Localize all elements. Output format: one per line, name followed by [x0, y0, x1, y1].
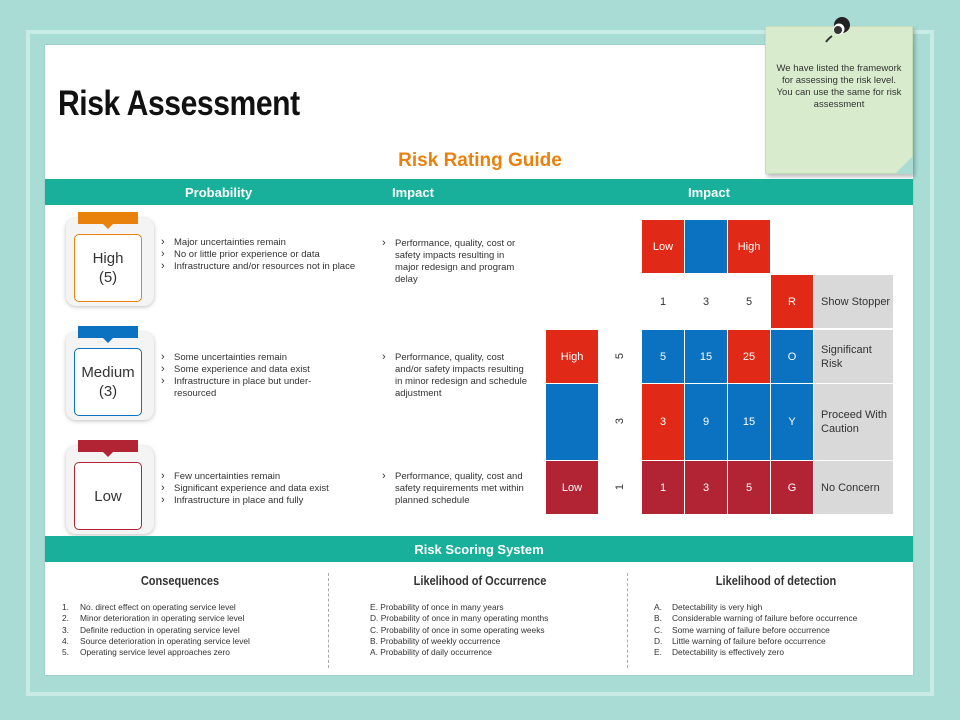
matrix-cell: 15 [684, 329, 728, 384]
matrix-row-label: 3 [614, 417, 626, 425]
consequences-list [62, 602, 324, 658]
matrix-desc-r: Show Stopper [813, 274, 894, 329]
column-divider [328, 573, 329, 668]
matrix-cell: 5 [641, 329, 685, 384]
list-item: D. Little warning of failure before occurrence [654, 635, 826, 646]
list-item: E. Probability of once in many years [370, 602, 504, 612]
scoring-band [45, 536, 913, 562]
badge-tab-pointer [103, 224, 113, 229]
impact-matrix-header: Impact [688, 185, 730, 200]
list-item: › Infrastructure in place and fully [160, 495, 360, 507]
detection-header: Likelihood of detection [715, 574, 837, 588]
badge-tab [78, 326, 138, 338]
list-item: A. Probability of daily occurrence [370, 647, 492, 658]
list-item: › Performance, quality, cost and/or safety impacts resulting in minor redesign and schedule adjustment [381, 352, 529, 400]
likelihood-list [370, 602, 620, 658]
probability-list-medium [160, 352, 345, 400]
list-item: B. Considerable warning of failure before occurrence [654, 613, 858, 624]
list-item: 2. Minor deterioration in operating service level [62, 613, 245, 624]
list-item: › Performance, quality, cost or safety impacts resulting in major redesign and program delay [381, 238, 529, 286]
impact-header: Impact [392, 185, 434, 200]
matrix-code-r: R [770, 274, 814, 329]
matrix-top-low: Low [641, 219, 685, 274]
impact-item-high [381, 238, 529, 286]
matrix-desc-g: No Concern [813, 460, 894, 515]
list-item: › Infrastructure in place but under-resourced [160, 376, 345, 400]
badge-tab [78, 440, 138, 452]
header-band [45, 179, 913, 205]
level-high-badge [70, 218, 150, 302]
list-item: › Some experience and data exist [160, 364, 345, 376]
matrix-desc-o: Significant Risk [813, 329, 894, 384]
list-item: › Some uncertainties remain [160, 352, 345, 364]
matrix-desc-y: Proceed With Caution [813, 383, 894, 461]
matrix-row-label: 5 [614, 352, 626, 360]
badge-tab [78, 212, 138, 224]
badge-box [74, 234, 142, 302]
probability-list-high [160, 237, 360, 273]
badge-tab-pointer [103, 452, 113, 457]
section-subtitle: Risk Rating Guide [398, 150, 562, 171]
pushpin-icon [822, 12, 856, 46]
matrix-cell: 9 [684, 383, 728, 461]
matrix-col-label: 1 [641, 274, 685, 329]
level-score: (3) [98, 383, 118, 400]
detection-list [654, 602, 904, 658]
level-low-badge [70, 446, 150, 530]
level-medium-badge [70, 332, 150, 416]
probability-header: Probability [185, 185, 253, 200]
matrix-cell: 25 [727, 329, 771, 384]
matrix-code-o: O [770, 329, 814, 384]
column-divider [627, 573, 628, 668]
matrix-side-low: Low [545, 460, 599, 515]
list-item: › Major uncertainties remain [160, 237, 360, 249]
list-item: 1. No. direct effect on operating service level [62, 602, 236, 612]
list-item: 3. Definite reduction in operating service level [62, 624, 240, 635]
consequences-header: Consequences [140, 574, 220, 588]
matrix-top-mid [684, 219, 728, 274]
list-item: › Few uncertainties remain [160, 471, 360, 483]
list-item: › Performance, quality, cost and safety requirements met within planned schedule [381, 471, 539, 507]
matrix-cell: 3 [684, 460, 728, 515]
matrix-cell: 3 [641, 383, 685, 461]
matrix-row-label: 1 [614, 483, 626, 491]
matrix-side-mid [545, 383, 599, 461]
list-item: C. Probability of once in some operating weeks [370, 624, 545, 635]
list-item: › No or little prior experience or data [160, 249, 360, 261]
level-label: Low [94, 487, 122, 505]
list-item: 4. Source deterioration in operating service level [62, 635, 250, 646]
badge-box [74, 348, 142, 416]
level-label: Medium [81, 364, 135, 381]
matrix-cell: 5 [727, 460, 771, 515]
list-item: B. Probability of weekly occurrence [370, 635, 501, 646]
list-item: C. Some warning of failure before occurrence [654, 624, 830, 635]
matrix-col-label: 3 [684, 274, 728, 329]
page-title: Risk Assessment [58, 84, 300, 123]
likelihood-header: Likelihood of Occurrence [413, 574, 547, 588]
list-item: A. Detectability is very high [654, 602, 763, 612]
probability-list-low [160, 471, 360, 507]
level-label: High [92, 250, 124, 267]
list-item: E. Detectability is effectively zero [654, 647, 785, 658]
badge-box [74, 462, 142, 530]
matrix-col-label: 5 [727, 274, 771, 329]
sticky-note-text: We have listed the framework for assessing the risk level. You can use the same for risk assessment [776, 63, 902, 110]
impact-item-medium [381, 352, 529, 400]
list-item: › Infrastructure and/or resources not in place [160, 261, 360, 273]
list-item: 5. Operating service level approaches zero [62, 647, 230, 658]
impact-item-low [381, 471, 539, 507]
matrix-cell: 1 [641, 460, 685, 515]
matrix-code-g: G [770, 460, 814, 515]
matrix-top-high: High [727, 219, 771, 274]
list-item: D. Probability of once in many operating months [370, 613, 549, 624]
badge-tab-pointer [103, 338, 113, 343]
list-item: › Significant experience and data exist [160, 483, 360, 495]
matrix-side-high: High [545, 329, 599, 384]
matrix-code-y: Y [770, 383, 814, 461]
matrix-cell: 15 [727, 383, 771, 461]
level-score: (5) [98, 269, 118, 286]
scoring-title: Risk Scoring System [414, 542, 544, 557]
